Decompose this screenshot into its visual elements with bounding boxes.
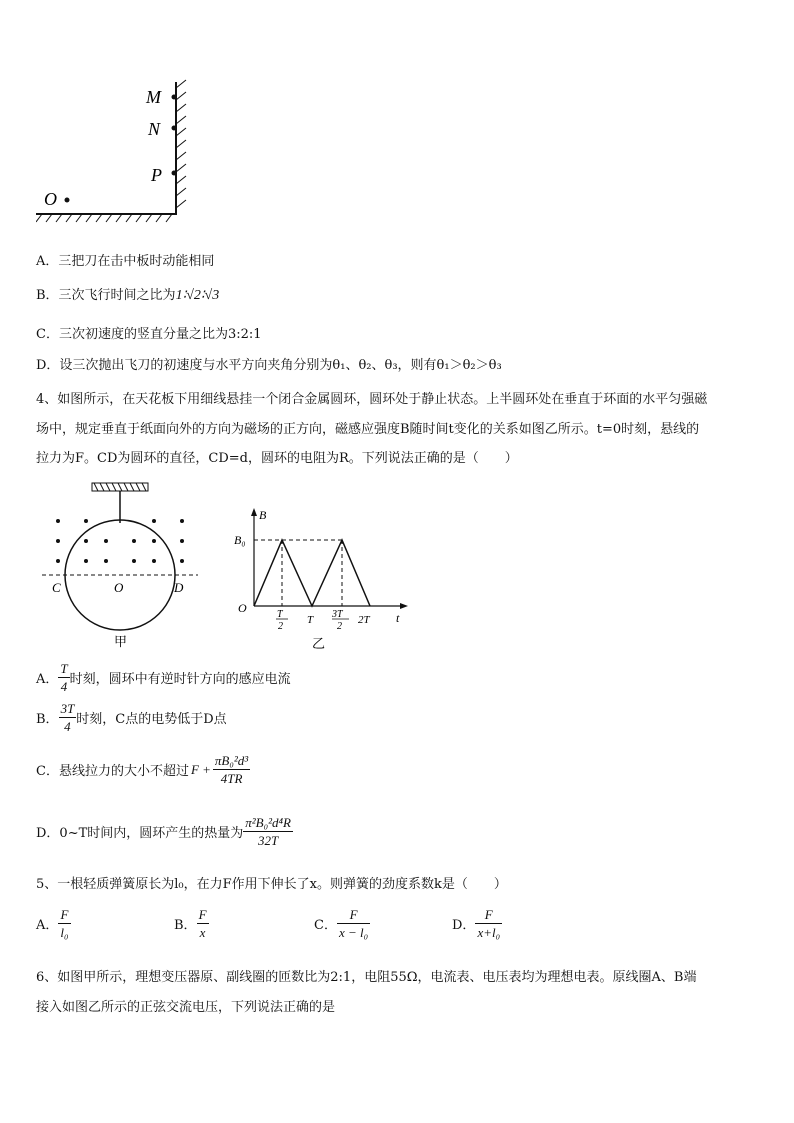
point-n xyxy=(172,126,177,131)
q4-stem-line1: 4、如图所示，在天花板下用细线悬挂一个闭合金属圆环，圆环处于静止状态。上半圆环处在垂直于环面的水平匀强磁 xyxy=(36,392,708,407)
q4-stem-line3: 拉力为F。CD为圆环的直径，CD=d，圆环的电阻为R。下列说法正确的是（ ） xyxy=(36,451,518,466)
q3-option-b xyxy=(36,284,219,304)
q4-option-a-text: 时刻，圆环中有逆时针方向的感应电流 xyxy=(69,672,291,687)
label-b-axis: B xyxy=(259,508,267,522)
q4-option-c-pre: F + xyxy=(190,761,211,777)
q6-stem-line1: 6、如图甲所示，理想变压器原、副线圈的匝数比为2:1，电阻55Ω，电流表、电压表均为理想电表。原线圈A、B端 xyxy=(36,970,697,985)
q4-option-a-label: A． xyxy=(36,672,59,687)
label-p: P xyxy=(151,165,162,185)
caption-yi: 乙 xyxy=(312,636,326,651)
q4-option-a xyxy=(36,660,291,695)
label-o: O xyxy=(44,189,57,209)
q4-option-b xyxy=(36,700,227,735)
label-n: N xyxy=(148,119,161,139)
label-c: C xyxy=(52,580,61,595)
q5-option-b-fraction: $\frac{F}{x}$ xyxy=(198,907,207,940)
label-b0: B₀ xyxy=(234,533,246,547)
q5-stem: 5、一根轻质弹簧原长为l₀，在力F作用下伸长了x。则弹簧的劲度系数k是（ ） xyxy=(36,877,507,892)
caption-jia: 甲 xyxy=(114,634,128,649)
q4-option-a-fraction: $\frac{T}{4}$ xyxy=(60,661,68,694)
q5-option-a-fraction: $\frac{F}{\text{l₀}}$ xyxy=(60,907,69,940)
q4-option-c-label: C．悬线拉力的大小不超过 xyxy=(36,764,189,779)
q3-option-a: A．三把刀在击中板时动能相同 xyxy=(36,254,215,269)
label-origin: O xyxy=(238,601,247,615)
tick-t: T xyxy=(307,614,314,626)
q4-stem-line2: 场中，规定垂直于纸面向外的方向为磁场的正方向，磁感应强度B随时间t变化的关系如图乙所示。t=0时刻，悬线的 xyxy=(36,422,700,437)
figure-jia xyxy=(36,478,216,653)
tick-2t: 2T xyxy=(358,614,370,626)
b-t-curve xyxy=(254,540,370,606)
q4-option-b-label: B． xyxy=(36,712,59,727)
figure-yi xyxy=(232,506,412,654)
q4-option-c-fraction: $\frac{\text{πB₀²d³}}{4TR}$ xyxy=(214,753,249,786)
q5-option-a-label: A． xyxy=(36,918,59,933)
q5-option-a xyxy=(36,906,71,941)
tick-t-half-n: T xyxy=(277,609,283,620)
label-m: M xyxy=(146,87,161,107)
q5-option-d-label: D． xyxy=(452,918,476,933)
q4-option-b-fraction: $\frac{3T}{4}$ xyxy=(60,701,75,734)
point-o xyxy=(65,198,70,203)
q5-option-d xyxy=(452,906,502,941)
q3-option-d: D．设三次抛出飞刀的初速度与水平方向夹角分别为θ₁、θ₂、θ₃，则有θ₁＞θ₂＞θ₃ xyxy=(36,358,502,373)
point-m xyxy=(172,95,177,100)
tick-t-half-d: 2 xyxy=(278,621,283,632)
label-d: D xyxy=(174,580,184,595)
q5-option-c-fraction: $\frac{F}{\text{x − l₀}}$ xyxy=(338,907,369,940)
q4-option-c xyxy=(36,752,250,787)
label-o-ring: O xyxy=(114,580,124,595)
q3-option-b-text: B．三次飞行时间之比为 xyxy=(36,288,176,303)
q4-option-d-label: D．0~T时间内，圆环产生的热量为 xyxy=(36,826,244,841)
wall-figure xyxy=(36,78,196,223)
q4-option-b-text: 时刻，C点的电势低于D点 xyxy=(76,712,227,727)
q5-option-c xyxy=(314,906,370,941)
q4-option-d xyxy=(36,814,293,849)
q6-stem-line2: 接入如图乙所示的正弦交流电压，下列说法正确的是 xyxy=(36,1000,336,1015)
q4-option-d-fraction: $\frac{\text{π²B₀²d⁴R}}{32T}$ xyxy=(245,815,291,848)
q3-option-c: C．三次初速度的竖直分量之比为3:2:1 xyxy=(36,327,262,342)
q3-option-b-math: 1∶√2∶√3 xyxy=(175,288,220,303)
q5-option-d-fraction: $\frac{F}{\text{x+l₀}}$ xyxy=(477,907,501,940)
label-t-axis: t xyxy=(396,611,400,625)
q5-option-b xyxy=(174,906,209,941)
tick-3t-half-n: 3T xyxy=(332,609,343,620)
point-p xyxy=(172,171,177,176)
q5-option-c-label: C． xyxy=(314,918,337,933)
q5-option-b-label: B． xyxy=(174,918,197,933)
tick-3t-half-d: 2 xyxy=(337,621,342,632)
